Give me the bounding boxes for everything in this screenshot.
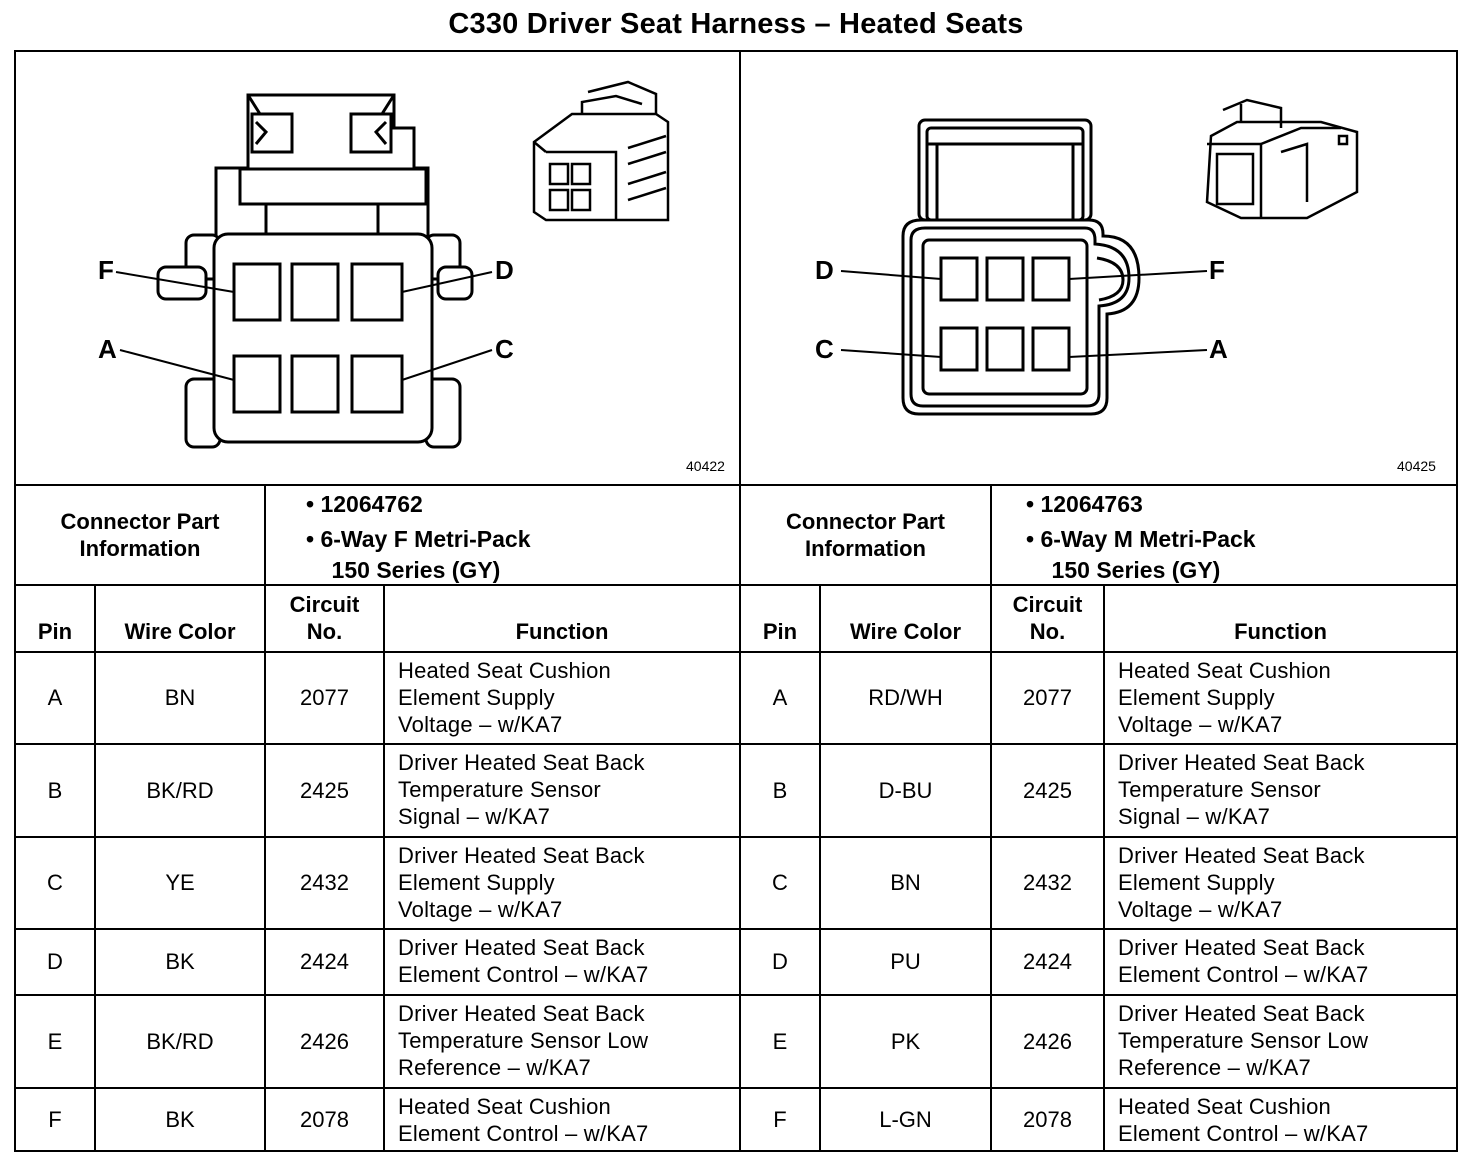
header-wire-color: Wire Color: [124, 619, 236, 644]
wire-color-cell: L-GN: [879, 1106, 932, 1132]
wire-color-cell: YE: [165, 870, 195, 895]
circuit-cell: 2078: [300, 1106, 349, 1132]
header-pin: Pin: [762, 619, 798, 644]
connector-part-info: [1026, 489, 1256, 586]
part-type: • 6-Way M Metri-Pack: [1026, 526, 1256, 552]
header-wire-color: Wire Color: [849, 619, 962, 644]
header-circuit-no: Circuit No.: [1012, 592, 1083, 644]
wire-color-cell: BK: [165, 949, 195, 974]
wire-color-cell: PK: [890, 1028, 921, 1054]
wire-color-cell: D-BU: [878, 777, 933, 803]
function-cell: Driver Heated Seat Back Element Control – w/KA7: [1118, 935, 1369, 987]
pin-cell: E: [772, 1028, 788, 1054]
function-cell: Driver Heated Seat Back Temperature Sensor Signal – w/KA7: [1118, 750, 1365, 829]
part-series: 150 Series (GY): [306, 557, 501, 583]
pin-label-d: D: [815, 255, 834, 285]
pin-cell: A: [47, 685, 63, 710]
pin-cell: F: [773, 1106, 787, 1132]
female-connector-diagram: [16, 52, 739, 485]
header-pin: Pin: [37, 619, 73, 644]
circuit-cell: 2424: [1023, 949, 1072, 974]
pin-cell: F: [48, 1106, 62, 1132]
part-type: • 6-Way F Metri-Pack: [306, 526, 531, 552]
circuit-cell: 2077: [1023, 685, 1072, 710]
pin-label-f: F: [1209, 255, 1225, 285]
circuit-cell: 2432: [300, 870, 349, 895]
wire-color-cell: RD/WH: [868, 685, 943, 710]
pin-cell: A: [772, 685, 788, 710]
wire-color-cell: PU: [890, 949, 921, 974]
function-cell: Driver Heated Seat Back Element Control – w/KA7: [398, 935, 649, 987]
figure-number: 40422: [686, 458, 725, 474]
header-function: Function: [1234, 619, 1327, 644]
figure-number: 40425: [1397, 458, 1436, 474]
header-circuit-no: Circuit No.: [289, 592, 360, 644]
pin-cell: C: [47, 870, 63, 895]
wire-color-cell: BK/RD: [146, 1028, 214, 1054]
wire-color-cell: BK: [165, 1106, 195, 1132]
pin-cell: C: [772, 870, 788, 895]
pin-cell: B: [47, 777, 63, 803]
circuit-cell: 2426: [1023, 1028, 1072, 1054]
circuit-cell: 2425: [300, 777, 349, 803]
pin-cell: D: [47, 949, 63, 974]
pin-label-d: D: [495, 255, 514, 285]
pin-label-c: C: [495, 334, 514, 364]
connector-part-info-label: Connector Part Information: [60, 509, 220, 561]
function-cell: Driver Heated Seat Back Element Supply Voltage – w/KA7: [1118, 843, 1365, 922]
part-number: • 12064762: [306, 491, 423, 517]
circuit-cell: 2425: [1023, 777, 1072, 803]
circuit-cell: 2424: [300, 949, 349, 974]
function-cell: Driver Heated Seat Back Temperature Sensor Low Reference – w/KA7: [1118, 1001, 1369, 1080]
header-function: Function: [515, 619, 609, 644]
function-cell: Heated Seat Cushion Element Control – w/KA7: [398, 1094, 649, 1146]
circuit-cell: 2077: [300, 685, 349, 710]
partinfo-divider-left: [264, 485, 266, 585]
pin-label-a: A: [1209, 334, 1228, 364]
function-cell: Driver Heated Seat Back Temperature Sensor Low Reference – w/KA7: [398, 1001, 649, 1080]
part-series: 150 Series (GY): [1026, 557, 1221, 583]
circuit-cell: 2078: [1023, 1106, 1072, 1132]
pin-cell: D: [772, 949, 788, 974]
wire-color-cell: BK/RD: [146, 777, 214, 803]
male-connector-diagram: [741, 52, 1456, 485]
connector-part-info-label: Connector Part Information: [786, 509, 945, 561]
function-cell: Driver Heated Seat Back Temperature Sensor Signal – w/KA7: [398, 750, 645, 829]
function-cell: Heated Seat Cushion Element Supply Voltage – w/KA7: [398, 658, 611, 737]
wire-color-cell: BN: [164, 685, 196, 710]
wire-color-cell: BN: [890, 870, 921, 895]
pin-label-a: A: [98, 334, 117, 364]
connector-part-info: [306, 489, 531, 586]
pin-label-c: C: [815, 334, 834, 364]
circuit-cell: 2426: [300, 1028, 349, 1054]
circuit-cell: 2432: [1023, 870, 1072, 895]
function-cell: Driver Heated Seat Back Element Supply Voltage – w/KA7: [398, 843, 645, 922]
pin-cell: B: [772, 777, 788, 803]
partinfo-divider-right: [990, 485, 992, 585]
page-title: C330 Driver Seat Harness – Heated Seats: [448, 8, 1024, 40]
pin-cell: E: [47, 1028, 63, 1054]
function-cell: Heated Seat Cushion Element Control – w/KA7: [1118, 1094, 1369, 1146]
function-cell: Heated Seat Cushion Element Supply Voltage – w/KA7: [1118, 658, 1331, 737]
part-number: • 12064763: [1026, 491, 1143, 517]
pin-label-f: F: [98, 255, 114, 285]
